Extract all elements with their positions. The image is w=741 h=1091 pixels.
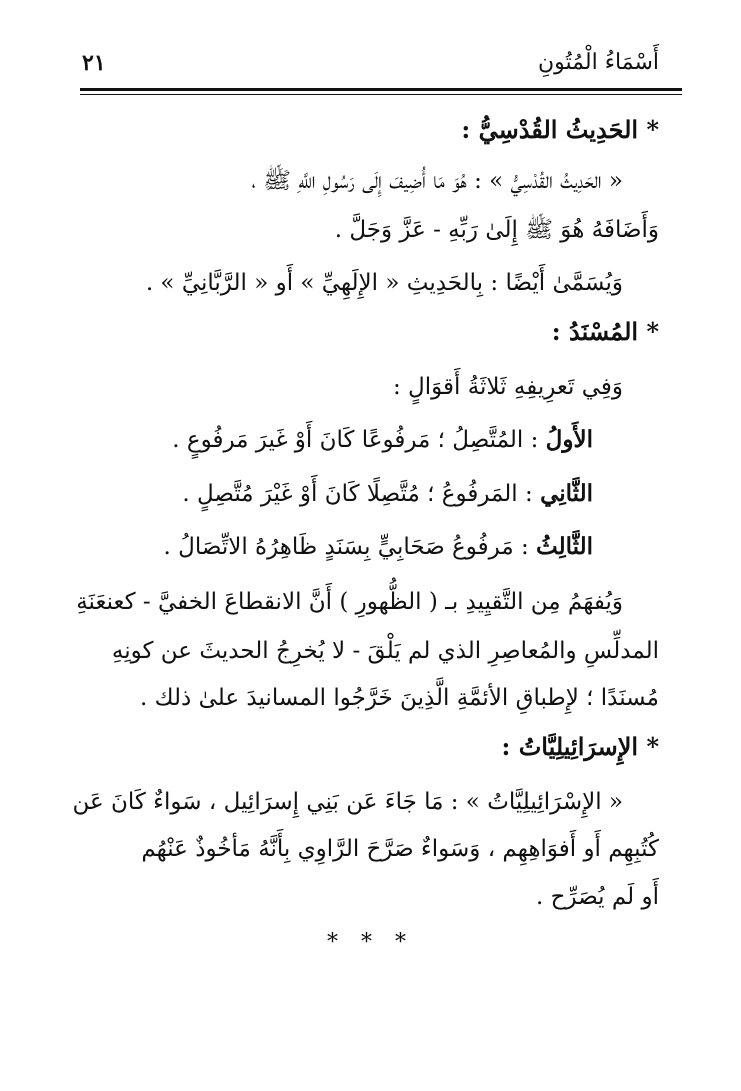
definition-item-first bbox=[172, 423, 593, 457]
paragraph-line: « الحَدِيثُ القُدْسِيُّ » : هُوَ مَا أُضِيفَ إِلَى رَسُولِ اللَّهِ ﷺ ، bbox=[251, 168, 623, 194]
header-rule-thin bbox=[80, 94, 682, 95]
section-heading-israiliyyat: * الإِسرَائِيلِيَّاتُ : bbox=[501, 732, 659, 761]
section-heading-hadith-qudsi: * الحَدِيثُ القُدْسِيُّ : bbox=[461, 115, 659, 144]
definition-item-label: الثَّالِثُ bbox=[536, 533, 593, 560]
definition-item-label: الثَّانِي bbox=[540, 480, 593, 507]
definition-item-label: الأَولُ bbox=[545, 426, 593, 453]
paragraph-line: « الإِسْرَائِيلِيَّاتُ » : مَا جَاءَ عَن بَنِي إِسرَائِيل ، سَواءٌ كَانَ عَن bbox=[72, 789, 623, 815]
section-separator: * * * bbox=[327, 930, 414, 955]
definition-item-text: : المُتَّصِلُ ؛ مَرفُوعًا كَانَ أَوْ غَيرَ مَرفُوعٍ . bbox=[172, 427, 546, 453]
paragraph-line: وَيُسَمَّىٰ أَيْضًا : بِالحَدِيثِ « الإِلَهِيِّ » أَو « الرَّبَّانِيِّ » . bbox=[145, 270, 623, 296]
page-number: ٢١ bbox=[82, 50, 106, 76]
definition-item-third bbox=[164, 530, 593, 564]
definition-intro: وَفِي تَعرِيفِهِ ثَلاثَةُ أَقوَالٍ : bbox=[392, 374, 623, 400]
definition-item-text: : مَرفُوعُ صَحَابِيٍّ بِسَنَدٍ ظَاهِرُهُ الاتِّصَالُ . bbox=[163, 534, 537, 560]
header-rule-thick bbox=[80, 88, 682, 91]
paragraph-line: أَو لَم يُصَرِّح . bbox=[536, 884, 659, 910]
paragraph-line: المدلِّسِ والمُعاصِرِ الذي لم يَلْقَ - لا يُخرِجُ الحديثَ عن كونِهِ bbox=[111, 638, 659, 664]
paragraph-line: كُتُبِهِم أَو أَفوَاهِهِم ، وَسَواءٌ صَرَّحَ الرَّاوِي بِأَنَّهُ مَأخُوذٌ عَنْهُم bbox=[141, 836, 659, 862]
paragraph-line: مُسنَدًا ؛ لإِطباقِ الأئمَّةِ الَّذِينَ خَرَّجُوا المسانيدَ علىٰ ذلك . bbox=[140, 685, 659, 711]
definition-item-second bbox=[182, 477, 593, 511]
section-heading-musnad: * المُسْنَدُ : bbox=[551, 317, 659, 346]
running-title: أَسْمَاءُ الْمُتُونِ bbox=[538, 50, 659, 75]
paragraph-line: وَيُفهَمُ مِن التَّقيِيدِ بـ ( الظُّهورِ ) أَنَّ الانقطاعَ الخفيَّ - كعنعَنَةِ bbox=[76, 589, 623, 615]
definition-item-text: : المَرفُوعُ ؛ مُتَّصِلًا كَانَ أَوْ غَيْرَ مُتَّصِلٍ . bbox=[182, 481, 541, 507]
paragraph-line: وَأَضَافَهُ هُوَ ﷺ إِلَىٰ رَبِّهِ - عَزَّ وَجَلَّ . bbox=[334, 217, 659, 243]
